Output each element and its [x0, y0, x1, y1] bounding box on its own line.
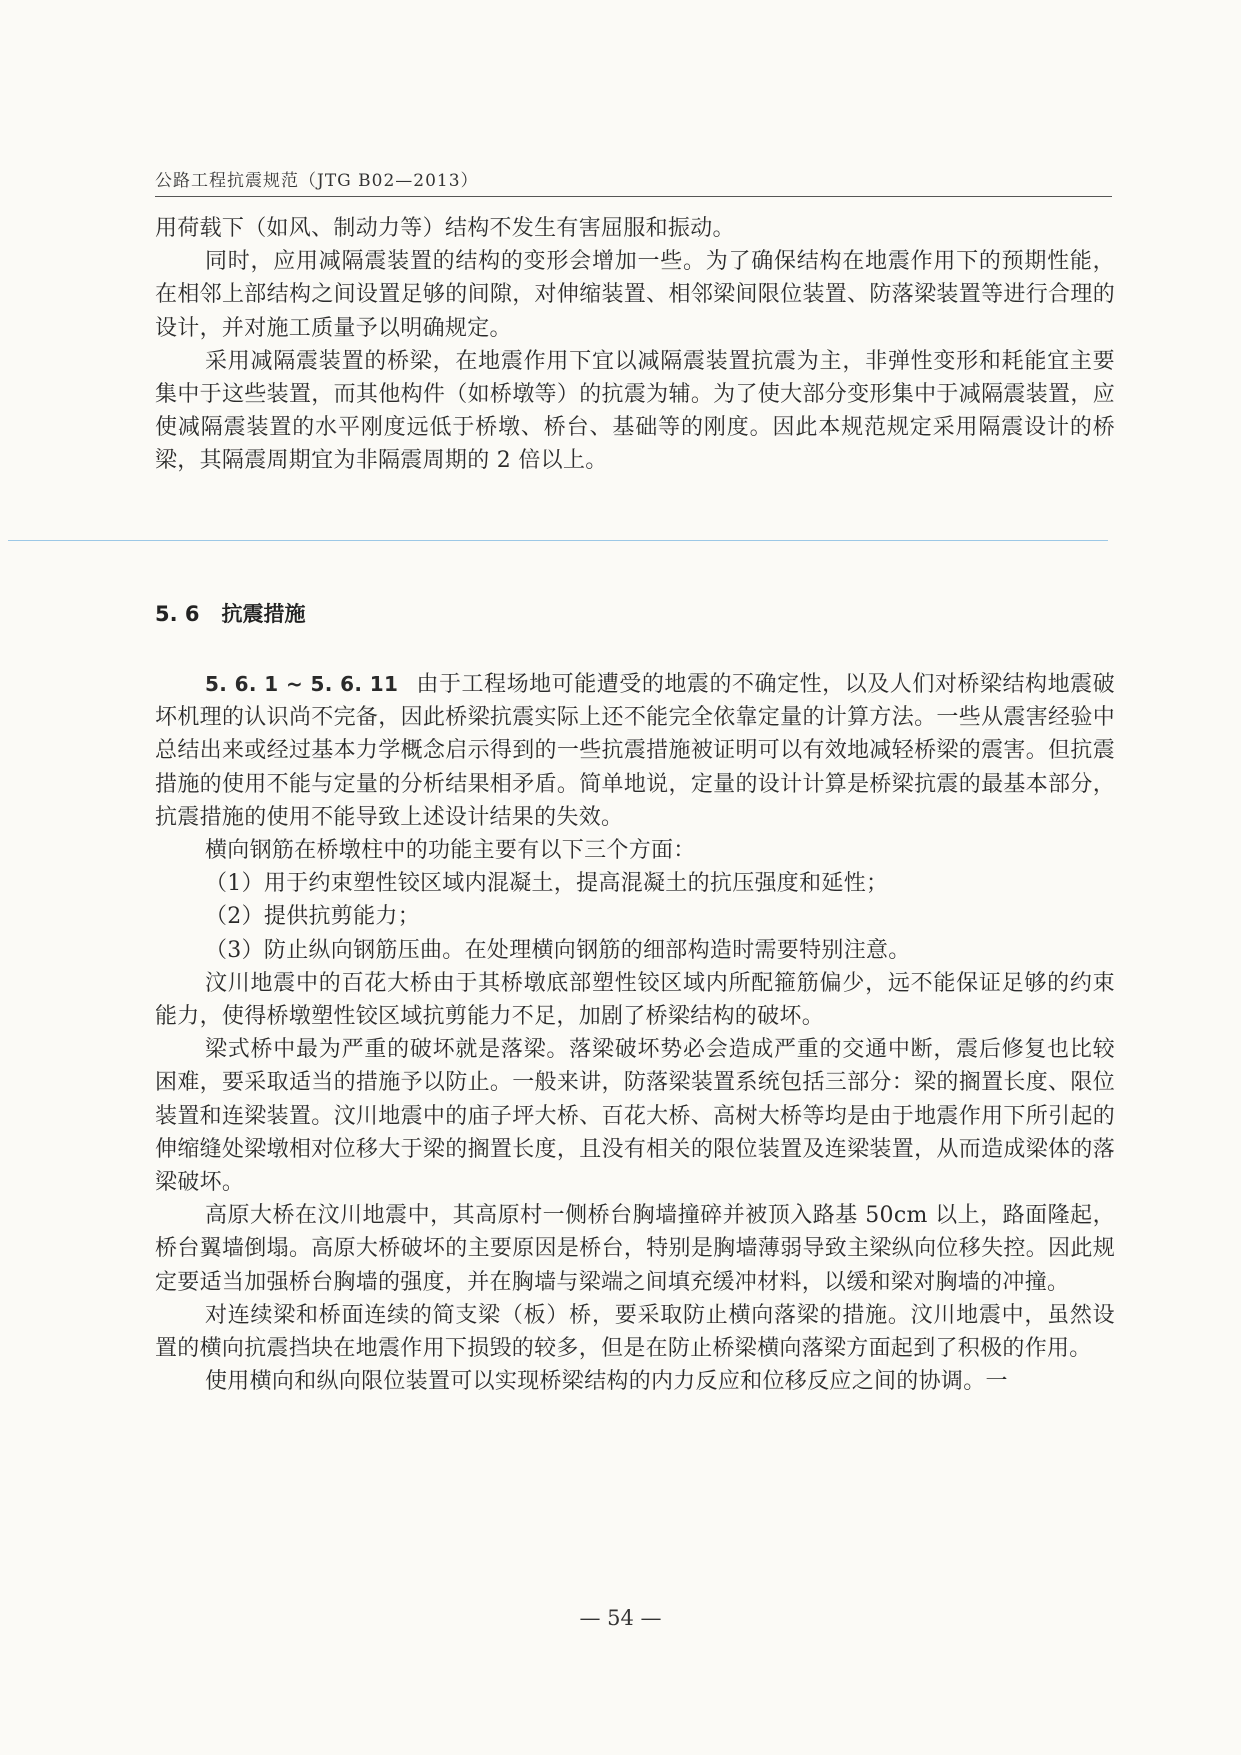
- paragraph: 横向钢筋在桥墩柱中的功能主要有以下三个方面：: [205, 838, 696, 864]
- paragraph: 高原大桥在汶川地震中，其高原村一侧桥台胸墙撞碎并被顶入路基 50cm 以上，路面隆起，桥台翼墙倒塌。高原大桥破坏的主要原因是桥台，特别是胸墙薄弱导致主梁纵向位移失控。因此规定要适当加强桥台胸墙的强度，并在胸墙与梁端之间填充缓冲材料，以缓和梁对胸墙的冲撞。: [155, 1203, 1115, 1295]
- section-number: 5. 6: [155, 602, 200, 626]
- clause-number: 5. 6. 1 ~ 5. 6. 11: [205, 672, 399, 696]
- page-number: — 54 —: [579, 1606, 662, 1630]
- list-item: （1）用于约束塑性铰区域内混凝土，提高混凝土的抗压强度和延性；: [205, 871, 889, 897]
- paragraph: 同时，应用减隔震装置的结构的变形会增加一些。为了确保结构在地震作用下的预期性能，在相邻上部结构之间设置足够的间隙，对伸缩装置、相邻梁间限位装置、防落梁装置等进行合理的设计，并对施工质量予以明确规定。: [155, 249, 1115, 341]
- text-block-measures: [155, 668, 1115, 1398]
- paragraph: 梁式桥中最为严重的破坏就是落梁。落梁破坏势必会造成严重的交通中断，震后修复也比较困难，要采取适当的措施予以防止。一般来讲，防落梁装置系统包括三部分：梁的搁置长度、限位装置和连梁装置。汶川地震中的庙子坪大桥、百花大桥、高树大桥等均是由于地震作用下所引起的伸缩缝处梁墩相对位移大于梁的搁置长度，且没有相关的限位装置及连梁装置，从而造成梁体的落梁破坏。: [155, 1037, 1115, 1196]
- running-header: 公路工程抗震规范（JTG B02—2013）: [155, 171, 479, 191]
- paragraph: 对连续梁和桥面连续的简支梁（板）桥，要采取防止横向落梁的措施。汶川地震中，虽然设置的横向抗震挡块在地震作用下损毁的较多，但是在防止桥梁横向落梁方面起到了积极的作用。: [155, 1302, 1115, 1362]
- section-heading: [155, 598, 306, 628]
- section-title: 抗震措施: [221, 602, 306, 626]
- scan-line-artifact: [8, 540, 1108, 541]
- paragraph: 用荷载下（如风、制动力等）结构不发生有害屈服和振动。: [155, 216, 735, 241]
- clause-paragraph: [155, 668, 1115, 834]
- paragraph: 汶川地震中的百花大桥由于其桥墩底部塑性铰区域内所配箍筋偏少，远不能保证足够的约束能力，使得桥墩塑性铰区域抗剪能力不足，加剧了桥梁结构的破坏。: [155, 970, 1115, 1030]
- text-block-isolation: [155, 212, 1115, 478]
- header-rule: [155, 196, 1112, 197]
- list-item: （2）提供抗剪能力；: [205, 904, 420, 930]
- list-item: （3）防止纵向钢筋压曲。在处理横向钢筋的细部构造时需要特别注意。: [205, 937, 911, 963]
- paragraph: 使用横向和纵向限位装置可以实现桥梁结构的内力反应和位移反应之间的协调。一: [205, 1369, 1008, 1395]
- clause-text: 由于工程场地可能遭受的地震的不确定性，以及人们对桥梁结构地震破坏机理的认识尚不完备，因此桥梁抗震实际上还不能完全依靠定量的计算方法。一些从震害经验中总结出来或经过基本力学概念启示得到的一些抗震措施被证明可以有效地减轻桥梁的震害。但抗震措施的使用不能与定量的分析结果相矛盾。简单地说，定量的设计计算是桥梁抗震的最基本部分，抗震措施的使用不能导致上述设计结果的失效。: [155, 672, 1115, 830]
- paragraph: 采用减隔震装置的桥梁，在地震作用下宜以减隔震装置抗震为主，非弹性变形和耗能宜主要集中于这些装置，而其他构件（如桥墩等）的抗震为辅。为了使大部分变形集中于减隔震装置，应使减隔震装置的水平刚度远低于桥墩、桥台、基础等的刚度。因此本规范规定采用隔震设计的桥梁，其隔震周期宜为非隔震周期的 2 倍以上。: [155, 348, 1115, 474]
